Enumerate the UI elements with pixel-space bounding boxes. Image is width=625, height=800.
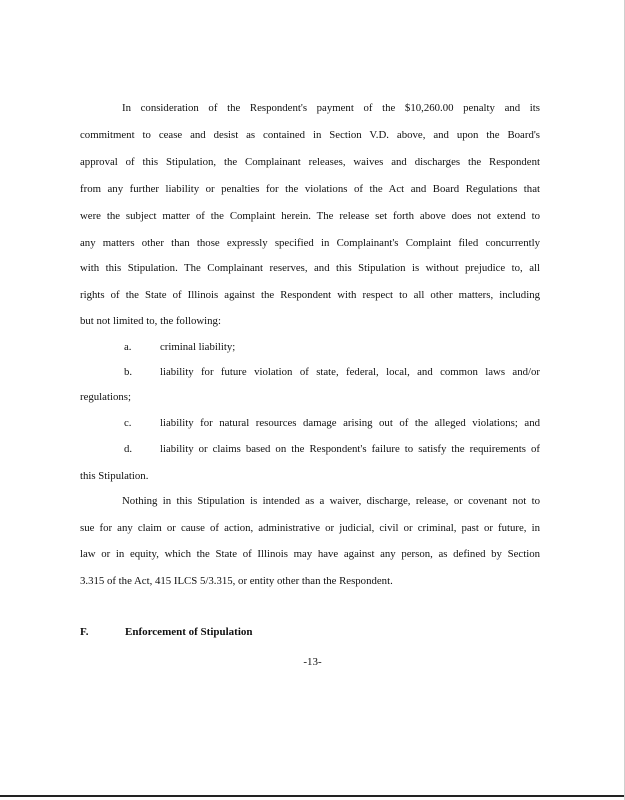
list-item-a: criminal liability; — [160, 341, 236, 353]
paragraph-line: In consideration of the Respondent's payment of the $10,260.00 penalty and its — [122, 102, 540, 114]
scan-artifact-line — [0, 795, 625, 797]
list-label-c: c. — [124, 417, 132, 429]
list-item-b-continuation: regulations; — [80, 391, 131, 403]
page-number: -13- — [303, 656, 322, 668]
section-letter: F. — [80, 626, 89, 638]
paragraph-line: 3.315 of the Act, 415 ILCS 5/3.315, or entity other than the Respondent. — [80, 575, 393, 587]
paragraph-line: Nothing in this Stipulation is intended as a waiver, discharge, release, or covenant not to — [122, 495, 540, 507]
paragraph-line: with this Stipulation. The Complainant reserves, and this Stipulation is without prejudice to, all — [80, 262, 540, 274]
paragraph-line: any matters other than those expressly specified in Complainant's Complaint filed concurrently — [80, 237, 540, 249]
paragraph-line: from any further liability or penalties for the violations of the Act and Board Regulations that — [80, 183, 540, 195]
list-item-d: liability or claims based on the Respondent's failure to satisfy the requirements of — [160, 443, 540, 455]
paragraph-line: but not limited to, the following: — [80, 315, 221, 327]
list-item-c: liability for natural resources damage arising out of the alleged violations; and — [160, 417, 540, 429]
section-heading: Enforcement of Stipulation — [125, 626, 253, 638]
paragraph-line: approval of this Stipulation, the Complainant releases, waives and discharges the Respondent — [80, 156, 540, 168]
list-item-d-continuation: this Stipulation. — [80, 470, 149, 482]
list-label-d: d. — [124, 443, 133, 455]
list-item-b: liability for future violation of state, federal, local, and common laws and/or — [160, 366, 540, 378]
paragraph-line: rights of the State of Illinois against the Respondent with respect to all other matters, including — [80, 289, 540, 301]
paragraph-line: commitment to cease and desist as contained in Section V.D. above, and upon the Board's — [80, 129, 540, 141]
list-label-a: a. — [124, 341, 132, 353]
list-label-b: b. — [124, 366, 133, 378]
paragraph-line: sue for any claim or cause of action, administrative or judicial, civil or criminal, past or future, in — [80, 522, 540, 534]
paragraph-line: law or in equity, which the State of Illinois may have against any person, as defined by Section — [80, 548, 540, 560]
paragraph-line: were the subject matter of the Complaint herein. The release set forth above does not extend to — [80, 210, 540, 222]
